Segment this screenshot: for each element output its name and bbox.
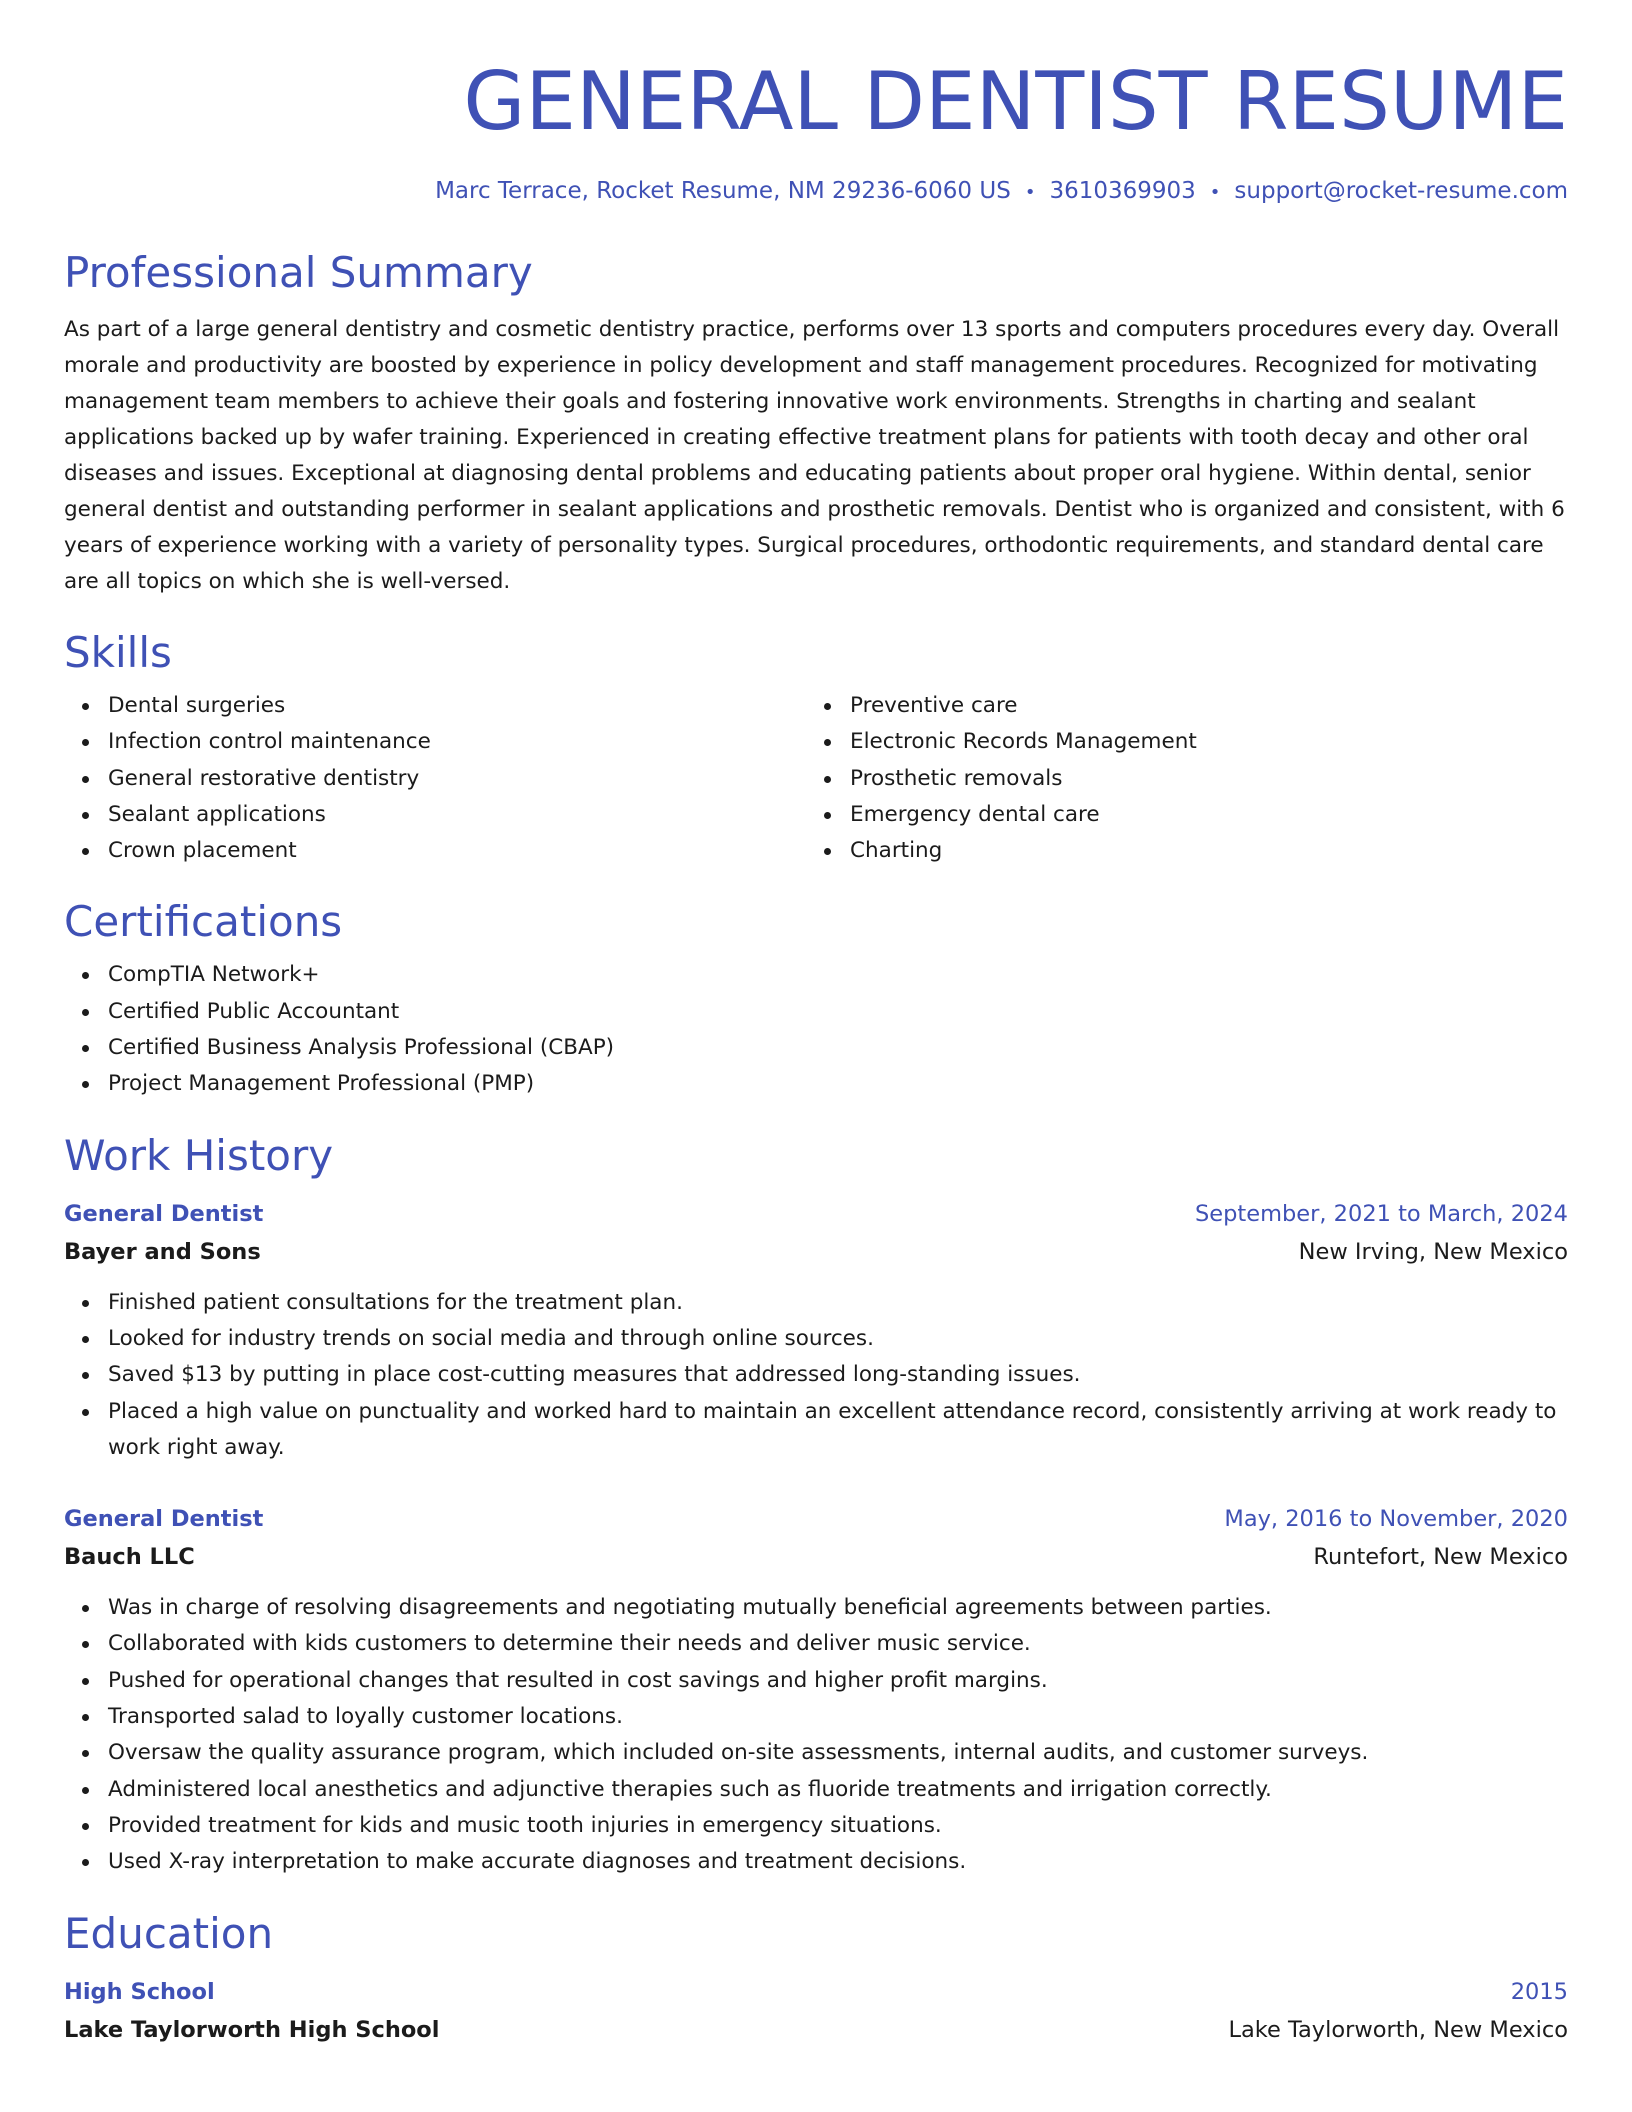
section-heading-work: Work History (64, 1130, 334, 1180)
job-dates: September, 2021 to March, 2024 (1195, 1200, 1568, 1227)
education-entry (64, 1973, 1568, 2049)
summary-text: As part of a large general dentistry and cosmetic dentistry practice, performs over 13 sports and computers procedures every day. Overall morale and productivity are boosted by experience in policy development and staff management procedures. Recognized for motivating management team members to achieve their goals and fostering innovative work environments. Strengths in charting and sealant applications backed up by wafer training. Experienced in creating effective treatment plans for patients with tooth decay and other oral diseases and issues. Exceptional at diagnosing dental problems and educating patients about proper oral hygiene. Within dental, senior general dentist and outstanding performer in sealant applications and prosthetic removals. Dentist who is organized and consistent, with 6 years of experience working with a variety of personality types. Surgical procedures, orthodontic requirements, and standard dental care are all topics on which she is well-versed. (64, 317, 1565, 594)
job-subheader (64, 1233, 1568, 1271)
education-year: 2015 (1510, 1978, 1568, 2005)
job-bullet: Transported salad to loyally customer locations. (108, 1699, 1568, 1735)
section-heading-education: Education (64, 1908, 274, 1958)
contact-line (64, 176, 1568, 208)
contact-phone: 3610369903 (1049, 178, 1196, 204)
job-dates: May, 2016 to November, 2020 (1224, 1506, 1568, 1533)
skill-item: Prosthetic removals (850, 761, 1548, 797)
job-title: General Dentist (64, 1506, 264, 1533)
certification-item: Project Management Professional (PMP) (108, 1066, 1568, 1102)
job-bullet: Provided treatment for kids and music tooth injuries in emergency situations. (108, 1808, 1568, 1844)
professional-summary-section (64, 246, 1568, 600)
skill-item: Preventive care (850, 688, 1548, 724)
skills-column-left (64, 688, 806, 869)
contact-separator: • (1024, 182, 1036, 203)
section-heading-summary: Professional Summary (64, 248, 533, 297)
job-bullet: Saved $13 by putting in place cost-cutting measures that addressed long-standing issues. (108, 1357, 1568, 1393)
skill-item: Electronic Records Management (850, 724, 1548, 760)
skills-grid (64, 688, 1568, 869)
skill-item: Crown placement (108, 833, 806, 869)
job-bullet: Finished patient consultations for the treatment plan. (108, 1285, 1568, 1321)
education-degree: High School (64, 1978, 215, 2005)
job-bullets (64, 1285, 1568, 1466)
certification-item: Certified Public Accountant (108, 994, 1568, 1030)
job-bullets (64, 1590, 1568, 1880)
skill-item: Charting (850, 833, 1548, 869)
education-subheader (64, 2011, 1568, 2049)
skills-list-left (64, 688, 806, 869)
skills-list-right (806, 688, 1548, 869)
certifications-list (64, 957, 1568, 1102)
job-bullet: Administered local anesthetics and adjunctive therapies such as fluoride treatments and irrigation correctly. (108, 1772, 1568, 1808)
job-bullet: Was in charge of resolving disagreements and negotiating mutually beneficial agreements between parties. (108, 1590, 1568, 1626)
certification-item: CompTIA Network+ (108, 957, 1568, 993)
skills-section (64, 626, 1568, 869)
certification-item: Certified Business Analysis Professional (CBAP) (108, 1030, 1568, 1066)
skills-column-right (806, 688, 1548, 869)
skill-item: Infection control maintenance (108, 724, 806, 760)
resume-title: GENERAL DENTIST RESUME (463, 55, 1568, 148)
contact-address: Marc Terrace, Rocket Resume, NM 29236-6060 US (435, 178, 1011, 204)
work-history-section (64, 1129, 1568, 1881)
job-location: Runtefort, New Mexico (1313, 1544, 1568, 1571)
job-bullet: Used X-ray interpretation to make accurate diagnoses and treatment decisions. (108, 1844, 1568, 1880)
job-bullet: Looked for industry trends on social media and through online sources. (108, 1321, 1568, 1357)
job-bullet: Pushed for operational changes that resulted in cost savings and higher profit margins. (108, 1663, 1568, 1699)
job-bullet: Oversaw the quality assurance program, which included on-site assessments, internal audits, and customer surveys. (108, 1735, 1568, 1771)
job-company: Bayer and Sons (64, 1238, 261, 1265)
job-header (64, 1195, 1568, 1233)
job-location: New Irving, New Mexico (1298, 1238, 1568, 1265)
job-title: General Dentist (64, 1200, 264, 1227)
skill-item: Emergency dental care (850, 797, 1548, 833)
skill-item: General restorative dentistry (108, 761, 806, 797)
job-bullet: Placed a high value on punctuality and worked hard to maintain an excellent attendance record, consistently arriving at work ready to work right away. (108, 1394, 1568, 1467)
contact-separator: • (1209, 182, 1221, 203)
skill-item: Dental surgeries (108, 688, 806, 724)
job-company: Bauch LLC (64, 1544, 195, 1571)
contact-email: support@rocket-resume.com (1234, 178, 1568, 204)
skill-item: Sealant applications (108, 797, 806, 833)
job-entry (64, 1195, 1568, 1466)
job-header (64, 1500, 1568, 1538)
education-school: Lake Taylorworth High School (64, 2016, 440, 2043)
education-location: Lake Taylorworth, New Mexico (1228, 2016, 1568, 2043)
section-heading-skills: Skills (64, 628, 172, 677)
education-section (64, 1907, 1568, 2049)
section-heading-certifications: Certifications (64, 897, 343, 947)
job-subheader (64, 1538, 1568, 1576)
education-header (64, 1973, 1568, 2011)
certifications-section (64, 895, 1568, 1102)
job-entry (64, 1500, 1568, 1880)
job-bullet: Collaborated with kids customers to determine their needs and deliver music service. (108, 1626, 1568, 1662)
